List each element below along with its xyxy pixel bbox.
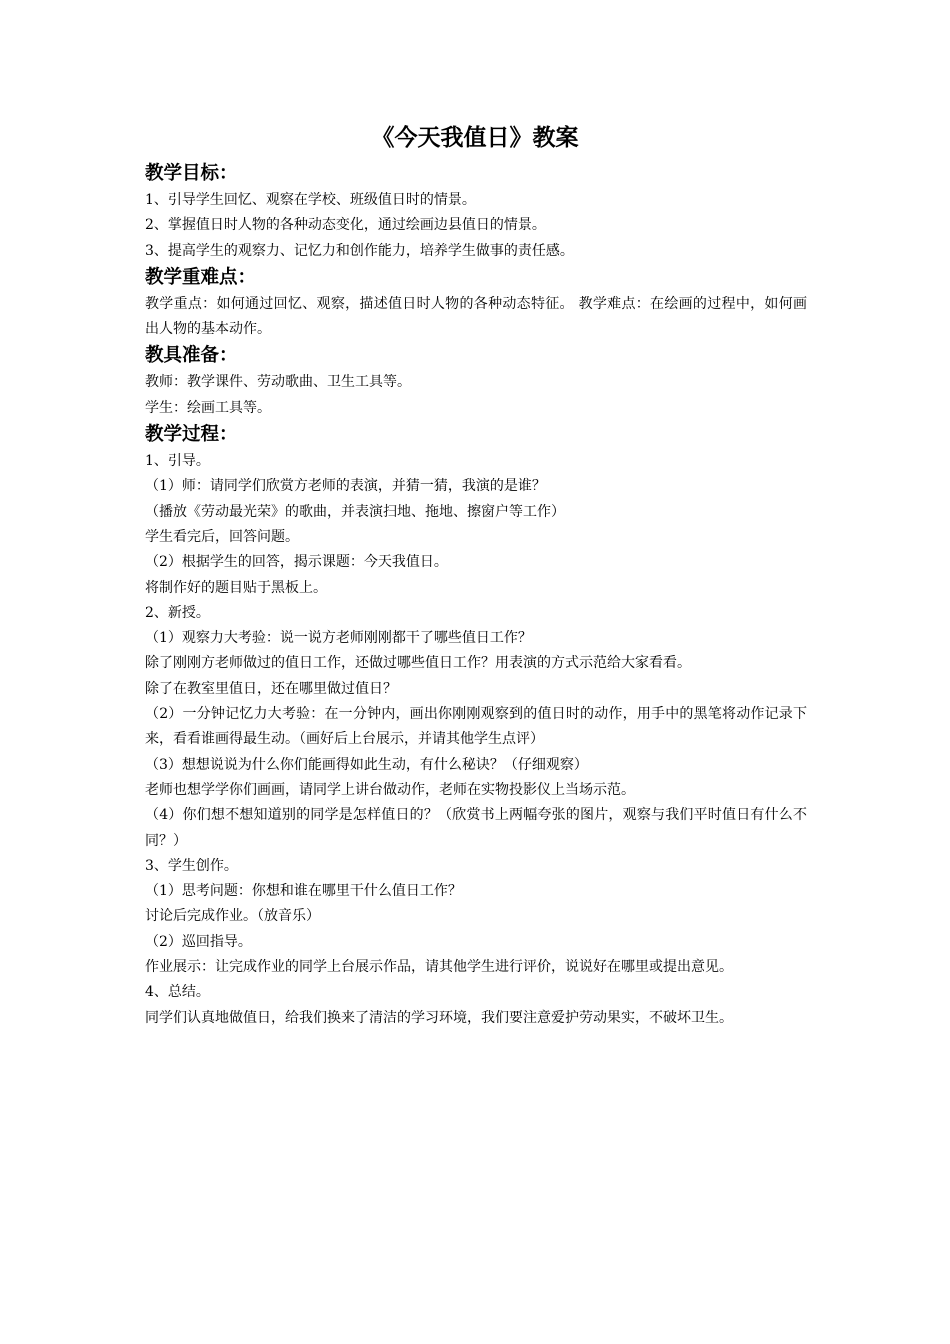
document-page <box>145 122 807 1031</box>
paragraph: 除了刚刚方老师做过的值日工作，还做过哪些值日工作？用表演的方式示范给大家看看。 <box>145 655 691 672</box>
section-heading: 教学过程： <box>145 424 238 446</box>
paragraph: 3、提高学生的观察力、记忆力和创作能力，培养学生做事的责任感。 <box>145 242 574 259</box>
paragraph: （1）思考问题：你想和谁在哪里干什么值日工作？ <box>145 883 462 900</box>
section-key-difficulties <box>145 264 807 343</box>
paragraph: 除了在教室里值日，还在哪里做过值日？ <box>145 680 397 697</box>
section-heading: 教学重难点： <box>145 266 257 288</box>
section-teaching-goals <box>145 160 807 264</box>
paragraph: 将制作好的题目贴于黑板上。 <box>145 579 327 596</box>
section-heading: 教学目标： <box>145 163 238 184</box>
paragraph: 4、总结。 <box>145 984 210 1001</box>
paragraph: （2）根据学生的回答，揭示课题：今天我值日。 <box>145 554 448 571</box>
paragraph: （2）一分钟记忆力大考验：在一分钟内，画出你刚刚观察到的值日时的动作，用手中的黑笔将动作记录下来，看看谁画得最生动。（画好后上台展示，并请其他学生点评） <box>145 706 807 748</box>
paragraph: 教师：教学课件、劳动歌曲、卫生工具等。 <box>145 374 411 391</box>
paragraph: 老师也想学学你们画画，请同学上讲台做动作，老师在实物投影仪上当场示范。 <box>145 781 635 798</box>
paragraph: 教学重点：如何通过回忆、观察，描述值日时人物的各种动态特征。 教学难点：在绘画的过程中，如何画出人物的基本动作。 <box>145 295 807 338</box>
paragraph: （4）你们想不想知道别的同学是怎样值日的？（欣赏书上两幅夸张的图片，观察与我们平时值日有什么不同？） <box>145 807 807 849</box>
section-teaching-process <box>145 421 807 1031</box>
paragraph: 1、引导。 <box>145 453 210 470</box>
section-materials <box>145 342 807 421</box>
section-heading: 教具准备： <box>145 345 238 367</box>
paragraph: 2、新授。 <box>145 604 210 621</box>
paragraph: 1、引导学生回忆、观察在学校、班级值日时的情景。 <box>145 192 476 208</box>
paragraph: 作业展示：让完成作业的同学上台展示作品，请其他学生进行评价，说说好在哪里或提出意见。 <box>145 959 733 976</box>
paragraph: 学生看完后，回答问题。 <box>145 528 299 545</box>
paragraph: （播放《劳动最光荣》的歌曲，并表演扫地、拖地、擦窗户等工作） <box>145 503 565 520</box>
paragraph: 讨论后完成作业。（放音乐） <box>145 908 320 925</box>
paragraph: （1）观察力大考验：说一说方老师刚刚都干了哪些值日工作？ <box>145 630 532 647</box>
paragraph: （3）想想说说为什么你们能画得如此生动，有什么秘诀？（仔细观察） <box>145 756 588 773</box>
paragraph: 2、掌握值日时人物的各种动态变化，通过绘画边县值日的情景。 <box>145 217 546 234</box>
paragraph: （2）巡回指导。 <box>145 933 252 950</box>
paragraph: 学生：绘画工具等。 <box>145 399 271 416</box>
paragraph: 3、学生创作。 <box>145 857 238 874</box>
paragraph: 同学们认真地做值日，给我们换来了清洁的学习环境，我们要注意爱护劳动果实，不破坏卫生。 <box>145 1009 733 1026</box>
paragraph: （1）师：请同学们欣赏方老师的表演，并猜一猜，我演的是谁？ <box>145 478 546 495</box>
document-title: 《今天我值日》教案 <box>371 125 579 151</box>
